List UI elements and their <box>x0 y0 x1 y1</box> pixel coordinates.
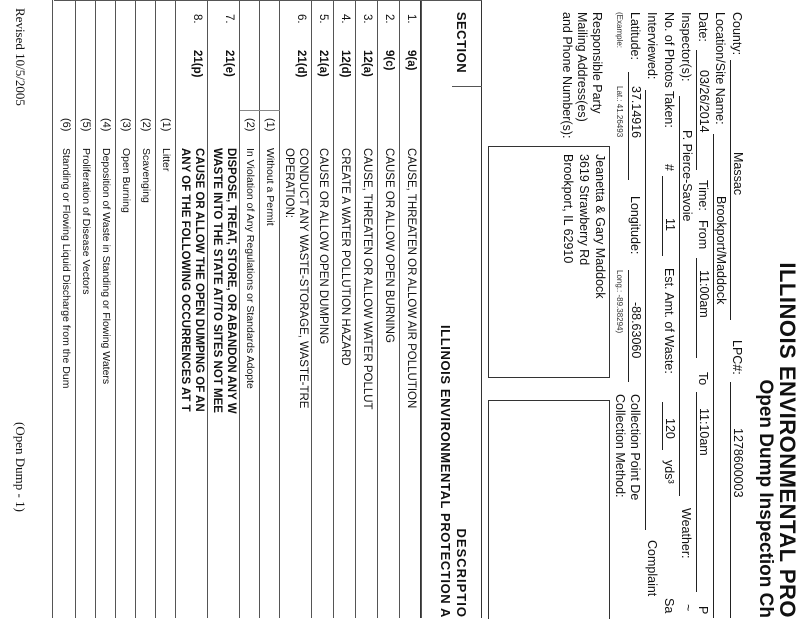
time-label: Time: <box>696 180 710 211</box>
location-underline <box>713 134 714 618</box>
inspector-underline <box>679 96 680 496</box>
waste-unit: yds³ <box>662 460 676 484</box>
weather-label: Weather: <box>679 508 693 559</box>
lpc-label: LPC#: <box>730 340 744 375</box>
row-description: Scavenging <box>140 148 152 203</box>
waste-label: Est. Amt. of Waste: <box>662 268 676 374</box>
header-divider <box>452 86 482 87</box>
collection-point-label: Collection Point De <box>628 394 642 501</box>
row-description: Open Burning <box>120 148 132 213</box>
row-number: 4. <box>339 14 351 24</box>
table-row <box>207 0 240 618</box>
row-description: CAUSE OR ALLOW OPEN DUMPING <box>317 148 329 345</box>
row-description: Litter <box>160 148 172 172</box>
time-from-underline <box>696 258 697 358</box>
row-subitem: (3) <box>120 118 132 132</box>
row-description: Standing or Flowing Liquid Discharge from the Dum <box>60 148 72 389</box>
responsible-name: Jeanetta & Gary Maddock <box>593 154 607 299</box>
latitude-label: Latitude: <box>628 12 642 60</box>
row-subitem: (2) <box>140 118 152 132</box>
row-subitem: (5) <box>80 118 92 132</box>
table-row <box>115 0 136 618</box>
row-description: Proliferation of Disease Vectors <box>80 148 92 295</box>
row-number: 7. <box>223 14 235 24</box>
row-number: 8. <box>191 14 203 24</box>
row-subitem: (2) <box>244 118 256 132</box>
table-row <box>75 0 96 618</box>
row-number: 1. <box>405 14 417 24</box>
waste-trail: Sa <box>662 598 676 614</box>
row-description: DISPOSE, TREAT, STORE, OR ABANDON ANY W <box>225 148 237 414</box>
photos-label: No. of Photos Taken: <box>662 12 676 128</box>
location-label: Location/Site Name: <box>713 12 727 125</box>
row-section-code: 12(a) <box>361 50 373 77</box>
row-number: 6. <box>295 14 307 24</box>
county-value: Massac <box>731 152 745 196</box>
form-subtitle: Open Dump Inspection Ch <box>755 379 776 618</box>
example-lat: Lat.: 41.26493 <box>615 86 624 138</box>
table-row <box>52 0 76 618</box>
row-subitem: (1) <box>264 118 276 132</box>
table-row <box>377 0 400 618</box>
page-label: (Open Dump - 1) <box>13 422 28 512</box>
weather-trail: ~ <box>681 604 695 612</box>
row-description: Without a Permit <box>264 148 276 226</box>
photos-hash: # <box>662 164 676 171</box>
row-description: Deposition of Waste in Standing or Flowing Waters <box>100 148 112 385</box>
table-left-border <box>54 0 482 1</box>
time-to-label: To <box>696 372 710 386</box>
complaint-label: Complaint <box>645 540 659 597</box>
table-row <box>355 0 378 618</box>
row-description: CAUSE, THREATEN OR ALLOW WATER POLLUT <box>361 148 373 410</box>
date-value: 03/26/2014 <box>697 70 711 133</box>
revised-date: Revised 10/5/2005 <box>13 8 28 106</box>
responsible-party-box <box>488 146 610 378</box>
table-row <box>259 0 280 618</box>
table-row <box>399 0 422 618</box>
location-value: Brookport/Maddock <box>714 196 728 305</box>
row-subitem: (6) <box>60 118 72 132</box>
waste-underline <box>662 402 663 450</box>
row-description-line2: ANY OF THE FOLLOWING OCCURRENCES AT T <box>179 148 191 412</box>
time-to-underline <box>696 392 697 592</box>
table-row <box>333 0 356 618</box>
interviewed-label: Interviewed: <box>645 12 659 80</box>
row-description: CAUSE OR ALLOW OPEN BURNING <box>383 148 395 343</box>
date-underline <box>696 50 697 170</box>
row-number: 2. <box>383 14 395 24</box>
table-row <box>175 0 208 618</box>
example-long: Long.: -89.38294) <box>615 270 624 334</box>
row-section-code: 21(a) <box>317 50 329 77</box>
row-description: In Violation of Any Regulations or Standards Adopte <box>244 148 256 389</box>
row-section-code: 12(d) <box>339 50 351 78</box>
interviewed-underline <box>645 90 646 530</box>
responsible-label-1: Responsible Party <box>590 12 604 114</box>
form-title: ILLINOIS ENVIRONMENTAL PRO <box>775 262 800 618</box>
subitem-divider <box>240 110 280 111</box>
agency-header: ILLINOIS ENVIRONMENTAL PROTECTION A <box>438 324 453 618</box>
table-row <box>279 0 312 618</box>
time-to-value: 11:10am <box>697 408 711 456</box>
longitude-label: Longitude: <box>628 196 642 255</box>
row-description: CAUSE, THREATEN OR ALLOW AIR POLLUTION <box>405 148 417 409</box>
lpc-underline <box>730 382 731 618</box>
row-section-code: 21(d) <box>295 50 307 78</box>
row-section-code: 21(e) <box>223 50 235 77</box>
time-from-label: From <box>696 220 710 250</box>
responsible-label-2: Mailing Address(es) <box>575 12 589 122</box>
row-number: 5. <box>317 14 329 24</box>
date-label: Date: <box>696 12 710 42</box>
row-subitem: (1) <box>160 118 172 132</box>
responsible-label-3: and Phone Number(s): <box>560 12 574 139</box>
section-header: SECTION <box>454 11 469 74</box>
photos-value: 11 <box>663 218 677 231</box>
row-description: CONDUCT ANY WASTE-STORAGE, WASTE-TRE <box>297 148 309 409</box>
county-label: County: <box>730 12 744 56</box>
longitude-underline <box>628 270 629 382</box>
trailing-p: P <box>696 606 710 615</box>
photos-underline <box>662 176 663 256</box>
table-row <box>135 0 156 618</box>
site-box <box>488 400 610 619</box>
row-description-line2: OPERATION: <box>283 148 295 219</box>
row-description-line2: WASTE INTO THE STATE AT/TO SITES NOT MEE <box>211 148 223 413</box>
row-number: 3. <box>361 14 373 24</box>
lpc-value: 1278600003 <box>731 428 745 498</box>
row-section-code: 9(c) <box>383 50 395 71</box>
example-label: (Example: <box>615 12 624 49</box>
county-underline <box>730 60 731 320</box>
table-row <box>311 0 334 618</box>
responsible-city: Brookport, IL 62910 <box>561 154 575 264</box>
row-description: CREATE A WATER POLLUTION HAZARD <box>339 148 351 366</box>
time-from-value: 11:00am <box>697 270 711 318</box>
table-row <box>95 0 116 618</box>
table-row <box>155 0 176 618</box>
waste-value: 120 <box>663 418 677 439</box>
latitude-underline <box>628 72 629 180</box>
inspector-label: Inspector(s): <box>679 12 693 82</box>
row-section-code: 9(a) <box>405 50 417 71</box>
longitude-value: -88.63060 <box>629 302 643 359</box>
row-description: CAUSE OR ALLOW THE OPEN DUMPING OF AN <box>193 148 205 412</box>
responsible-street: 3619 Strawberry Rd <box>577 154 591 266</box>
description-header: DESCRIPTIO <box>454 528 469 618</box>
row-subitem: (4) <box>100 118 112 132</box>
row-section-code: 21(p) <box>191 50 203 78</box>
latitude-value: 37.14916 <box>629 86 643 139</box>
table-row <box>239 0 260 618</box>
inspector-value: P. Pierce-Savoie <box>680 130 694 222</box>
collection-method-label: Collection Method: <box>613 394 627 498</box>
